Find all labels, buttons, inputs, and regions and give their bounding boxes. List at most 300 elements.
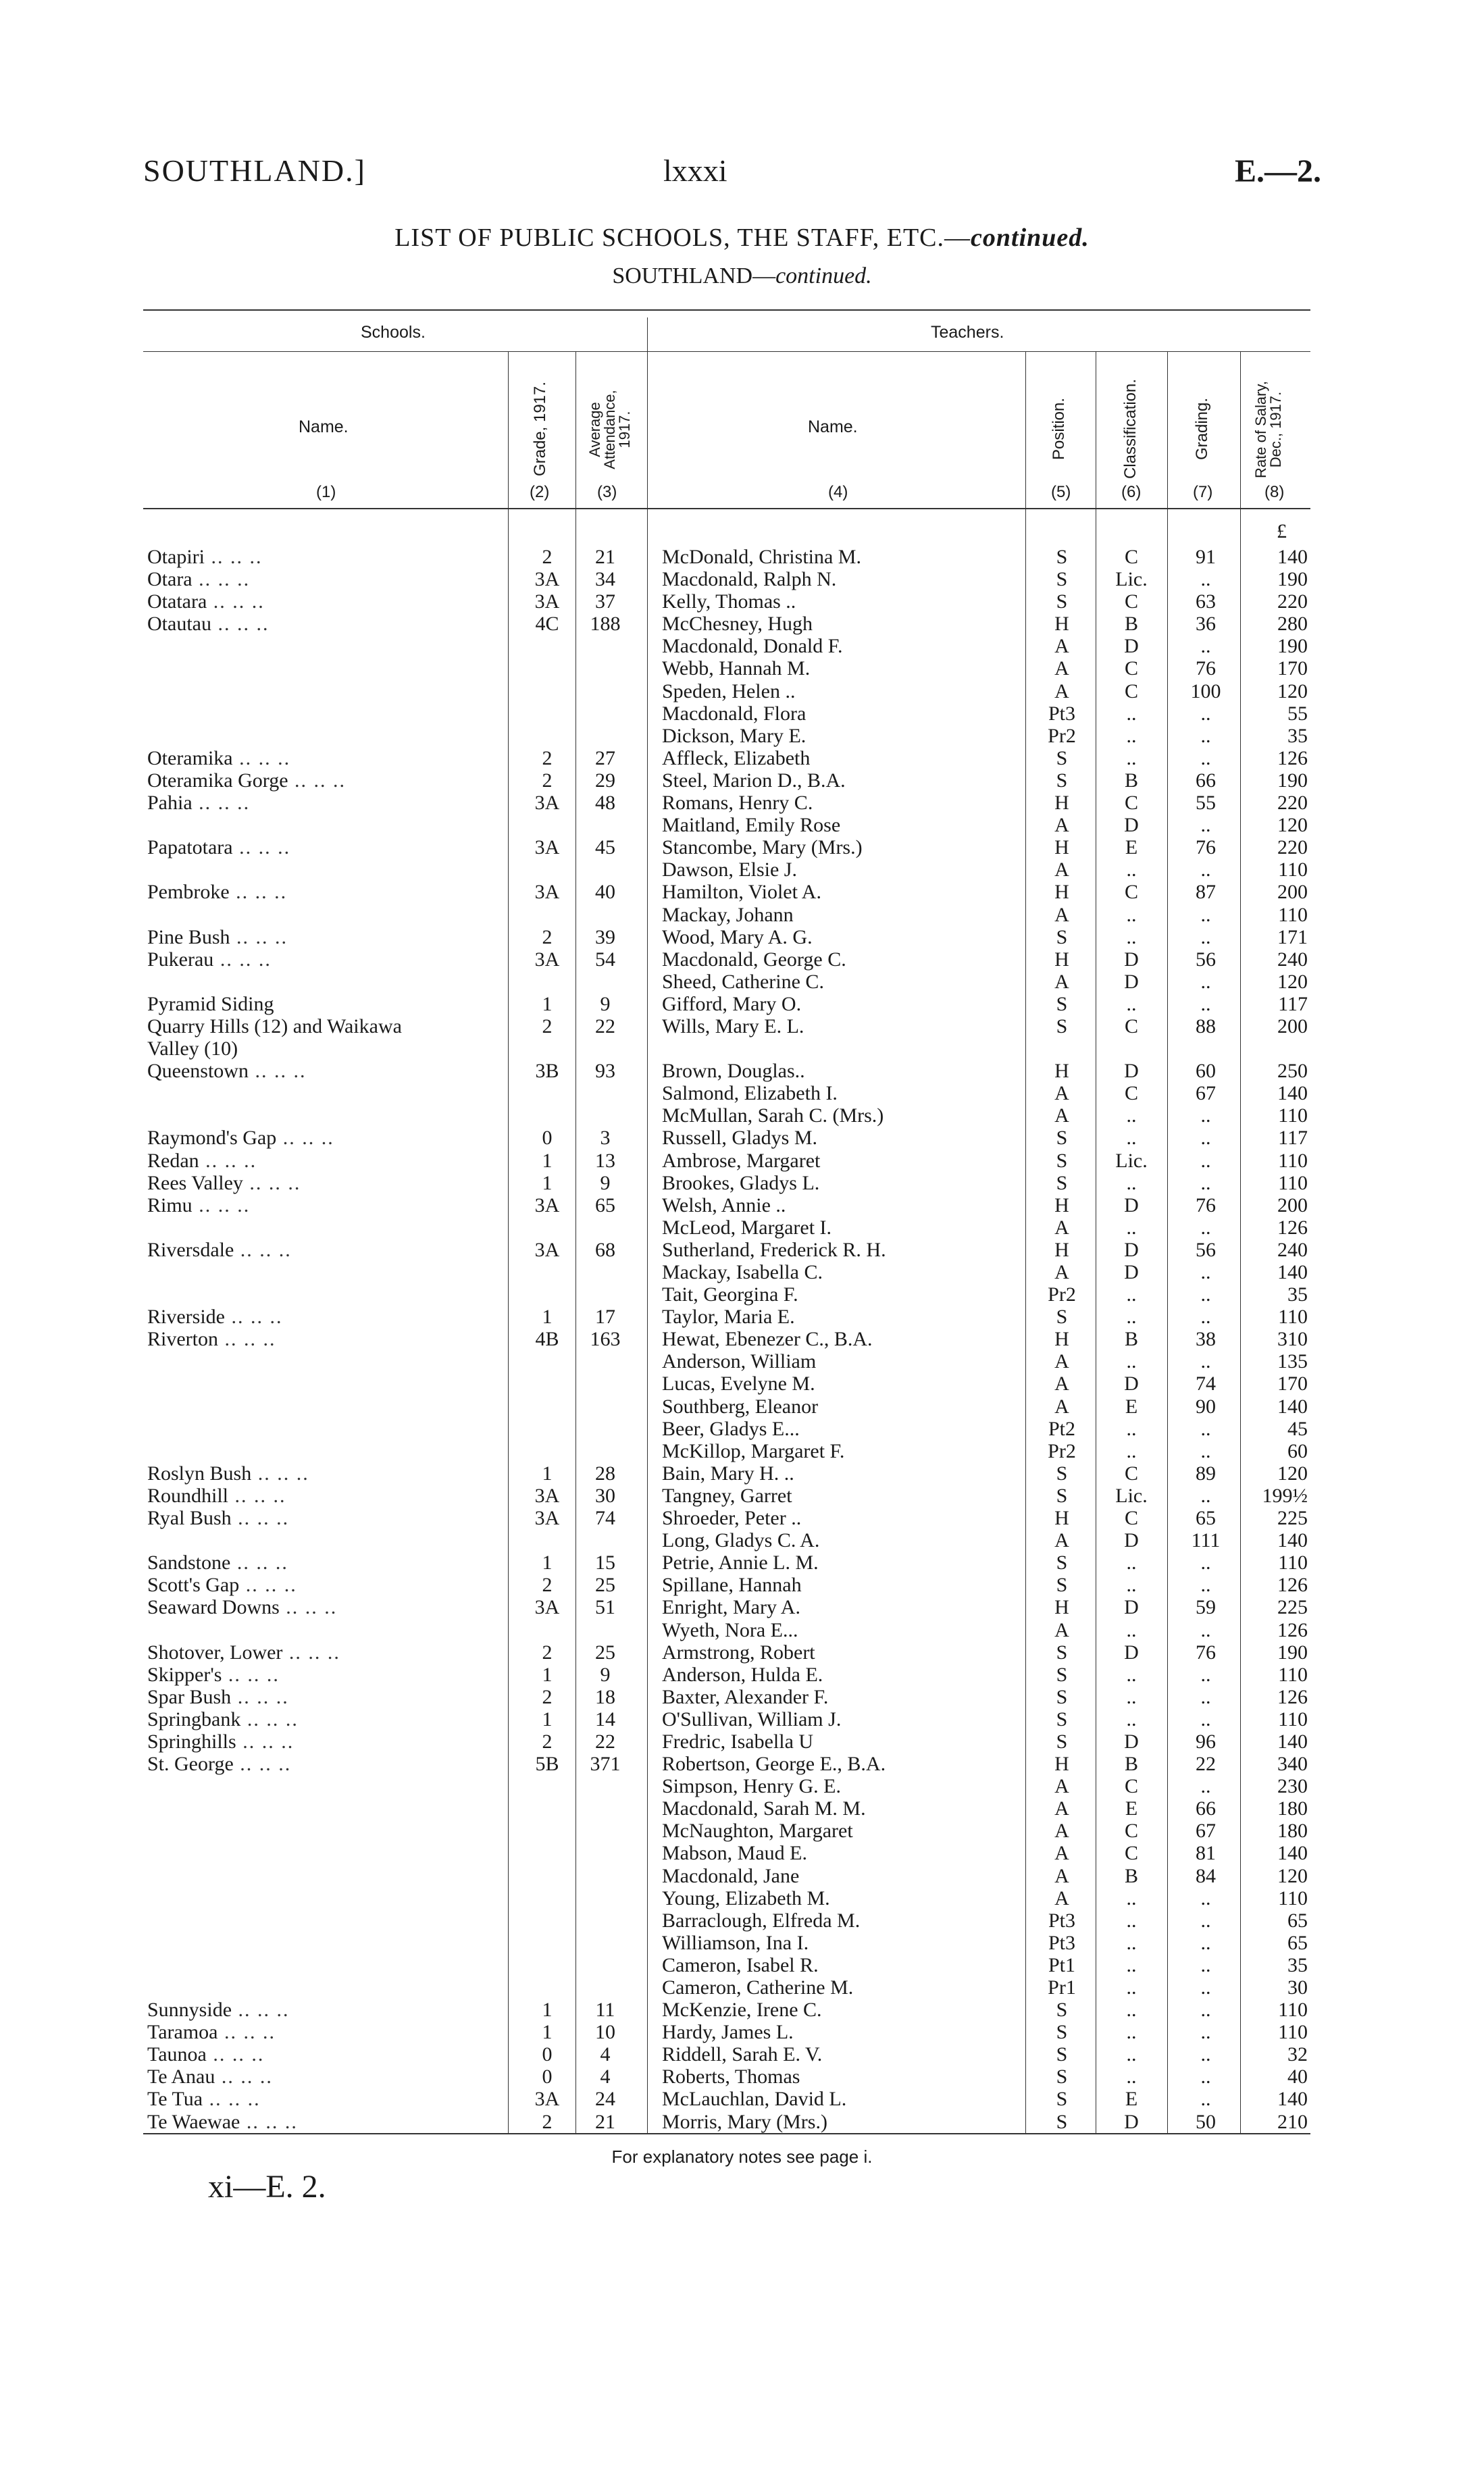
grade: 1: [542, 1171, 553, 1194]
salary: 180: [1277, 1820, 1308, 1843]
teacher-name: Maitland, Emily Rose: [662, 814, 841, 837]
teacher-name: Tait, Georgina F.: [662, 1283, 798, 1306]
table-row: [0, 1127, 1484, 1149]
school-name: Taramoa ..: [147, 2021, 498, 2043]
position: S: [1056, 746, 1068, 769]
position: S: [1056, 1015, 1068, 1037]
salary: 35: [1287, 724, 1308, 747]
table-row: [0, 1529, 1484, 1551]
classification: C: [1124, 1507, 1138, 1530]
grading: 96: [1196, 1730, 1216, 1753]
position: A: [1054, 1797, 1069, 1820]
table-row: [0, 680, 1484, 702]
position: S: [1056, 546, 1068, 568]
position: Pr1: [1048, 1976, 1076, 1999]
classification: E: [1125, 836, 1138, 859]
teacher-name: McLauchlan, David L.: [662, 2088, 847, 2111]
school-name: Rimu ..: [147, 1194, 498, 1216]
grade: 3A: [534, 1194, 560, 1216]
teacher-name: McLeod, Margaret I.: [662, 1216, 832, 1239]
table-row: [0, 1194, 1484, 1216]
teacher-name: Cameron, Catherine M.: [662, 1976, 854, 1999]
salary: 117: [1278, 992, 1308, 1015]
col-number-6: (6): [1121, 483, 1142, 501]
grade: 3A: [534, 1507, 560, 1530]
classification: ..: [1126, 1306, 1137, 1329]
school-name: Otautau ..: [147, 613, 498, 635]
teacher-name: Armstrong, Robert: [662, 1641, 815, 1664]
teacher-name: Brookes, Gladys L.: [662, 1171, 820, 1194]
table-row: [0, 881, 1484, 903]
grading: ..: [1200, 1306, 1211, 1329]
classification: ..: [1126, 1685, 1137, 1708]
position: S: [1056, 1306, 1068, 1329]
salary: 340: [1277, 1753, 1308, 1776]
attendance: 45: [595, 836, 615, 859]
classification: D: [1124, 948, 1139, 971]
sheet-mark: xi—E. 2.: [208, 2169, 326, 2205]
position: A: [1054, 1529, 1069, 1552]
salary: 110: [1278, 1663, 1308, 1686]
table-row: [0, 546, 1484, 568]
grading: ..: [1200, 702, 1211, 725]
attendance: 11: [595, 1999, 615, 2022]
salary: 110: [1278, 1551, 1308, 1574]
col-salary: Rate of Salary, Dec., 1917.: [1252, 381, 1284, 478]
position: A: [1054, 1820, 1069, 1843]
classification: ..: [1126, 1216, 1137, 1239]
classification: C: [1124, 1462, 1138, 1485]
page-number: lxxxi: [663, 153, 727, 188]
grading: 74: [1196, 1372, 1216, 1395]
school-name: Roundhill ..: [147, 1485, 498, 1507]
classification: C: [1124, 1820, 1138, 1843]
grade: 2: [542, 2110, 553, 2133]
subtitle-main: SOUTHLAND—: [612, 263, 776, 288]
grading: ..: [1200, 1350, 1211, 1373]
attendance: 22: [595, 1015, 615, 1037]
grade: 4B: [535, 1328, 559, 1351]
teacher-name: Shroeder, Peter ..: [662, 1507, 802, 1530]
teacher-name: Hardy, James L.: [662, 2021, 794, 2044]
table-row: [0, 590, 1484, 613]
grade: 2: [542, 546, 553, 568]
teacher-name: Dickson, Mary E.: [662, 724, 807, 747]
salary: 126: [1277, 1216, 1308, 1239]
grading: 66: [1196, 1797, 1216, 1820]
attendance: 37: [595, 590, 615, 613]
school-name: Skipper's ..: [147, 1664, 498, 1686]
teacher-name: Webb, Hannah M.: [662, 657, 811, 680]
table-row: [0, 1462, 1484, 1485]
salary: 32: [1287, 2043, 1308, 2066]
salary: 126: [1277, 1618, 1308, 1641]
table-row: [0, 702, 1484, 725]
school-name: Taunoa ..: [147, 2043, 498, 2065]
grading: ..: [1200, 1708, 1211, 1730]
grade: 3A: [534, 1238, 560, 1261]
teacher-name: Speden, Helen ..: [662, 679, 796, 702]
position: H: [1054, 1194, 1069, 1216]
table-row: [0, 1372, 1484, 1395]
grading: ..: [1200, 970, 1211, 993]
grading: 56: [1196, 1238, 1216, 1261]
page-subtitle: [0, 263, 1484, 289]
table-row: [0, 2043, 1484, 2065]
teacher-name: Hewat, Ebenezer C., B.A.: [662, 1328, 873, 1351]
teacher-name: Macdonald, George C.: [662, 948, 846, 971]
salary: 60: [1287, 1439, 1308, 1462]
table-group-rule: [143, 351, 1310, 352]
teacher-name: McKenzie, Irene C.: [662, 1999, 822, 2022]
attendance: 68: [595, 1238, 615, 1261]
salary: 35: [1287, 1283, 1308, 1306]
classification: B: [1124, 613, 1138, 636]
position: S: [1056, 1641, 1068, 1664]
school-name: Sandstone ..: [147, 1551, 498, 1574]
table-row: [0, 1909, 1484, 1932]
position: H: [1054, 792, 1069, 815]
col-school-name: Name.: [299, 417, 349, 436]
grading: 81: [1196, 1842, 1216, 1865]
table-row: [0, 1507, 1484, 1529]
position: H: [1054, 1753, 1069, 1776]
salary: 55: [1287, 702, 1308, 725]
table-row: [0, 1395, 1484, 1418]
table-row: [0, 1574, 1484, 1596]
teacher-name: Lucas, Evelyne M.: [662, 1372, 815, 1395]
grading: ..: [1200, 1439, 1211, 1462]
attendance: 22: [595, 1730, 615, 1753]
salary: 110: [1278, 1708, 1308, 1730]
salary: 140: [1277, 1529, 1308, 1552]
grade: 1: [542, 1462, 553, 1485]
attendance: 4: [600, 2043, 611, 2066]
table-row: [0, 1641, 1484, 1664]
classification: Lic.: [1115, 1149, 1148, 1172]
position: S: [1056, 1127, 1068, 1150]
classification: ..: [1126, 702, 1137, 725]
teacher-name: Robertson, George E., B.A.: [662, 1753, 886, 1776]
position: S: [1056, 2065, 1068, 2088]
grade: 3A: [534, 1596, 560, 1619]
grading: 84: [1196, 1864, 1216, 1887]
position: S: [1056, 1730, 1068, 1753]
salary: 140: [1277, 1261, 1308, 1283]
school-name: Raymond's Gap ..: [147, 1127, 498, 1149]
classification: B: [1124, 769, 1138, 792]
teacher-name: Steel, Marion D., B.A.: [662, 769, 846, 792]
table-row: [0, 2065, 1484, 2088]
teacher-name: Mabson, Maud E.: [662, 1842, 807, 1865]
teacher-name: Wyeth, Nora E...: [662, 1618, 798, 1641]
grade: 3A: [534, 792, 560, 815]
school-name: Valley (10): [147, 1037, 238, 1060]
teacher-name: Enright, Mary A.: [662, 1596, 800, 1619]
col-teacher-name: Name.: [808, 417, 858, 436]
table-row: [0, 613, 1484, 635]
col-number-5: (5): [1051, 483, 1071, 501]
attendance: 188: [590, 613, 621, 636]
position: S: [1056, 1685, 1068, 1708]
table-row: [0, 1261, 1484, 1283]
salary: 110: [1278, 903, 1308, 926]
salary: 210: [1277, 2110, 1308, 2133]
teacher-name: Petrie, Annie L. M.: [662, 1551, 819, 1574]
school-name: St. George ..: [147, 1753, 498, 1775]
classification: D: [1124, 635, 1139, 658]
table-row: [0, 2021, 1484, 2043]
classification: C: [1124, 679, 1138, 702]
position: H: [1054, 836, 1069, 859]
col-number-1: (1): [316, 483, 336, 501]
salary: 220: [1277, 590, 1308, 613]
grading: ..: [1200, 1909, 1211, 1932]
salary: 110: [1278, 858, 1308, 881]
position: A: [1054, 1864, 1069, 1887]
teacher-name: McMullan, Sarah C. (Mrs.): [662, 1104, 884, 1127]
salary: 220: [1277, 792, 1308, 815]
classification: ..: [1126, 724, 1137, 747]
teacher-name: Ambrose, Margaret: [662, 1149, 821, 1172]
teacher-name: Fredric, Isabella U: [662, 1730, 814, 1753]
position: A: [1054, 1618, 1069, 1641]
grading: ..: [1200, 858, 1211, 881]
grade: 2: [542, 1730, 553, 1753]
classification: D: [1124, 814, 1139, 837]
table-row: [0, 725, 1484, 747]
salary: 110: [1278, 1171, 1308, 1194]
classification: ..: [1126, 1350, 1137, 1373]
position: S: [1056, 992, 1068, 1015]
grading: 88: [1196, 1015, 1216, 1037]
salary: 110: [1278, 1104, 1308, 1127]
teacher-name: Gifford, Mary O.: [662, 992, 802, 1015]
position: H: [1054, 1238, 1069, 1261]
grading: ..: [1200, 1931, 1211, 1954]
table-row: [0, 792, 1484, 814]
col-grading: Grading.: [1193, 397, 1211, 461]
salary: 171: [1277, 925, 1308, 948]
grade: 1: [542, 2021, 553, 2044]
teacher-name: Cameron, Isabel R.: [662, 1953, 819, 1976]
grading: ..: [1200, 992, 1211, 1015]
classification: ..: [1126, 925, 1137, 948]
position: A: [1054, 903, 1069, 926]
table-row: [0, 1686, 1484, 1708]
salary: 200: [1277, 881, 1308, 904]
table-top-rule: [143, 309, 1310, 311]
position: A: [1054, 1395, 1069, 1418]
salary: 120: [1277, 970, 1308, 993]
salary: 190: [1277, 1641, 1308, 1664]
col-number-7: (7): [1193, 483, 1213, 501]
classification: ..: [1126, 2065, 1137, 2088]
position: A: [1054, 814, 1069, 837]
table-row: [0, 1104, 1484, 1127]
grade: 3A: [534, 568, 560, 591]
attendance: 40: [595, 881, 615, 904]
teacher-name: Wills, Mary E. L.: [662, 1015, 804, 1037]
attendance: 30: [595, 1484, 615, 1507]
salary: 190: [1277, 769, 1308, 792]
table-row: [0, 1664, 1484, 1686]
position: A: [1054, 1261, 1069, 1283]
position: Pr2: [1048, 724, 1076, 747]
grading: 36: [1196, 613, 1216, 636]
grade: 2: [542, 1574, 553, 1597]
teacher-name: Hamilton, Violet A.: [662, 881, 821, 904]
grading: ..: [1200, 1999, 1211, 2022]
school-name: Sunnyside ..: [147, 1999, 498, 2021]
salary: 240: [1277, 1238, 1308, 1261]
teacher-name: Tangney, Garret: [662, 1484, 792, 1507]
classification: D: [1124, 1194, 1139, 1216]
salary: 310: [1277, 1328, 1308, 1351]
classification: E: [1125, 1797, 1138, 1820]
salary: 110: [1278, 2021, 1308, 2044]
teacher-name: Young, Elizabeth M.: [662, 1887, 830, 1909]
position: Pt1: [1048, 1953, 1076, 1976]
table-row: [0, 993, 1484, 1015]
school-name: Oteramika ..: [147, 747, 498, 769]
salary: 225: [1277, 1507, 1308, 1530]
classification: B: [1124, 1864, 1138, 1887]
grading: ..: [1200, 2043, 1211, 2066]
attendance: 25: [595, 1574, 615, 1597]
classification: D: [1124, 1372, 1139, 1395]
grade: 3A: [534, 2088, 560, 2111]
col-number-3: (3): [597, 483, 617, 501]
table-row: [0, 1306, 1484, 1328]
grading: 87: [1196, 881, 1216, 904]
grading: 66: [1196, 769, 1216, 792]
grade: 3A: [534, 590, 560, 613]
grading: 91: [1196, 546, 1216, 568]
position: Pt3: [1048, 1931, 1076, 1954]
position: A: [1054, 635, 1069, 658]
teacher-name: Wood, Mary A. G.: [662, 925, 813, 948]
school-name: Otara ..: [147, 568, 498, 590]
salary: 120: [1277, 679, 1308, 702]
salary: 65: [1287, 1909, 1308, 1932]
school-name: Riverside ..: [147, 1306, 498, 1328]
teacher-name: Williamson, Ina I.: [662, 1931, 809, 1954]
salary: 120: [1277, 1864, 1308, 1887]
table-row: [0, 657, 1484, 679]
school-name: Springbank ..: [147, 1708, 498, 1730]
title-main: LIST OF PUBLIC SCHOOLS, THE STAFF, ETC.—: [394, 224, 971, 252]
table-row: [0, 948, 1484, 971]
grade: 3A: [534, 948, 560, 971]
attendance: 4: [600, 2065, 611, 2088]
attendance: 51: [595, 1596, 615, 1619]
classification: D: [1124, 1060, 1139, 1083]
grading: 100: [1190, 679, 1221, 702]
salary: 140: [1277, 2088, 1308, 2111]
classification: ..: [1126, 903, 1137, 926]
school-name: Ryal Bush ..: [147, 1507, 498, 1529]
position: A: [1054, 1775, 1069, 1798]
school-name: Te Tua ..: [147, 2088, 498, 2110]
classification: C: [1124, 1015, 1138, 1037]
position: A: [1054, 970, 1069, 993]
grading: 76: [1196, 836, 1216, 859]
school-name: Quarry Hills (12) and Waikawa: [147, 1015, 402, 1037]
classification: C: [1124, 546, 1138, 568]
school-name: Rees Valley ..: [147, 1172, 498, 1194]
grading: 67: [1196, 1082, 1216, 1105]
salary: 40: [1287, 2065, 1308, 2088]
position: S: [1056, 1551, 1068, 1574]
classification: ..: [1126, 858, 1137, 881]
position: A: [1054, 1104, 1069, 1127]
teacher-name: O'Sullivan, William J.: [662, 1708, 842, 1730]
school-name: Springhills ..: [147, 1730, 498, 1753]
col-number-8: (8): [1264, 483, 1285, 501]
position: S: [1056, 769, 1068, 792]
grading: ..: [1200, 746, 1211, 769]
grading: ..: [1200, 1484, 1211, 1507]
grading: ..: [1200, 1685, 1211, 1708]
teacher-name: Russell, Gladys M.: [662, 1127, 818, 1150]
classification: C: [1124, 1775, 1138, 1798]
teacher-name: Barraclough, Elfreda M.: [662, 1909, 861, 1932]
position: Pt2: [1048, 1417, 1076, 1440]
attendance: 371: [590, 1753, 621, 1776]
attendance: 48: [595, 792, 615, 815]
schools-table: [0, 546, 1484, 2133]
salary: 110: [1278, 1306, 1308, 1329]
position: A: [1054, 1082, 1069, 1105]
table-row: [0, 926, 1484, 948]
grading: 55: [1196, 792, 1216, 815]
classification: ..: [1126, 1127, 1137, 1150]
school-name: Seaward Downs ..: [147, 1596, 498, 1618]
grading: 90: [1196, 1395, 1216, 1418]
teacher-name: Southberg, Eleanor: [662, 1395, 819, 1418]
grade: 2: [542, 1685, 553, 1708]
school-name: Pukerau ..: [147, 948, 498, 971]
position: A: [1054, 1216, 1069, 1239]
table-row: [0, 1350, 1484, 1372]
classification: ..: [1126, 1909, 1137, 1932]
attendance: 15: [595, 1551, 615, 1574]
classification: ..: [1126, 1976, 1137, 1999]
group-teachers: Teachers.: [931, 323, 1004, 342]
grade: 4C: [535, 613, 559, 636]
school-name: Oteramika Gorge ..: [147, 769, 498, 792]
salary: 170: [1277, 1372, 1308, 1395]
table-row: [0, 971, 1484, 993]
col-number-4: (4): [828, 483, 848, 501]
teacher-name: Macdonald, Sarah M. M.: [662, 1797, 866, 1820]
grading: ..: [1200, 2088, 1211, 2111]
grade: 1: [542, 1708, 553, 1730]
position: H: [1054, 1060, 1069, 1083]
salary: 140: [1277, 1395, 1308, 1418]
classification: D: [1124, 1641, 1139, 1664]
grading: 60: [1196, 1060, 1216, 1083]
col-position: Position.: [1050, 397, 1068, 461]
classification: ..: [1126, 746, 1137, 769]
grading: ..: [1200, 1261, 1211, 1283]
table-row: [0, 1150, 1484, 1172]
teacher-name: Macdonald, Jane: [662, 1864, 800, 1887]
teacher-name: Welsh, Annie ..: [662, 1194, 786, 1216]
school-name: Pine Bush ..: [147, 926, 498, 948]
classification: C: [1124, 657, 1138, 680]
